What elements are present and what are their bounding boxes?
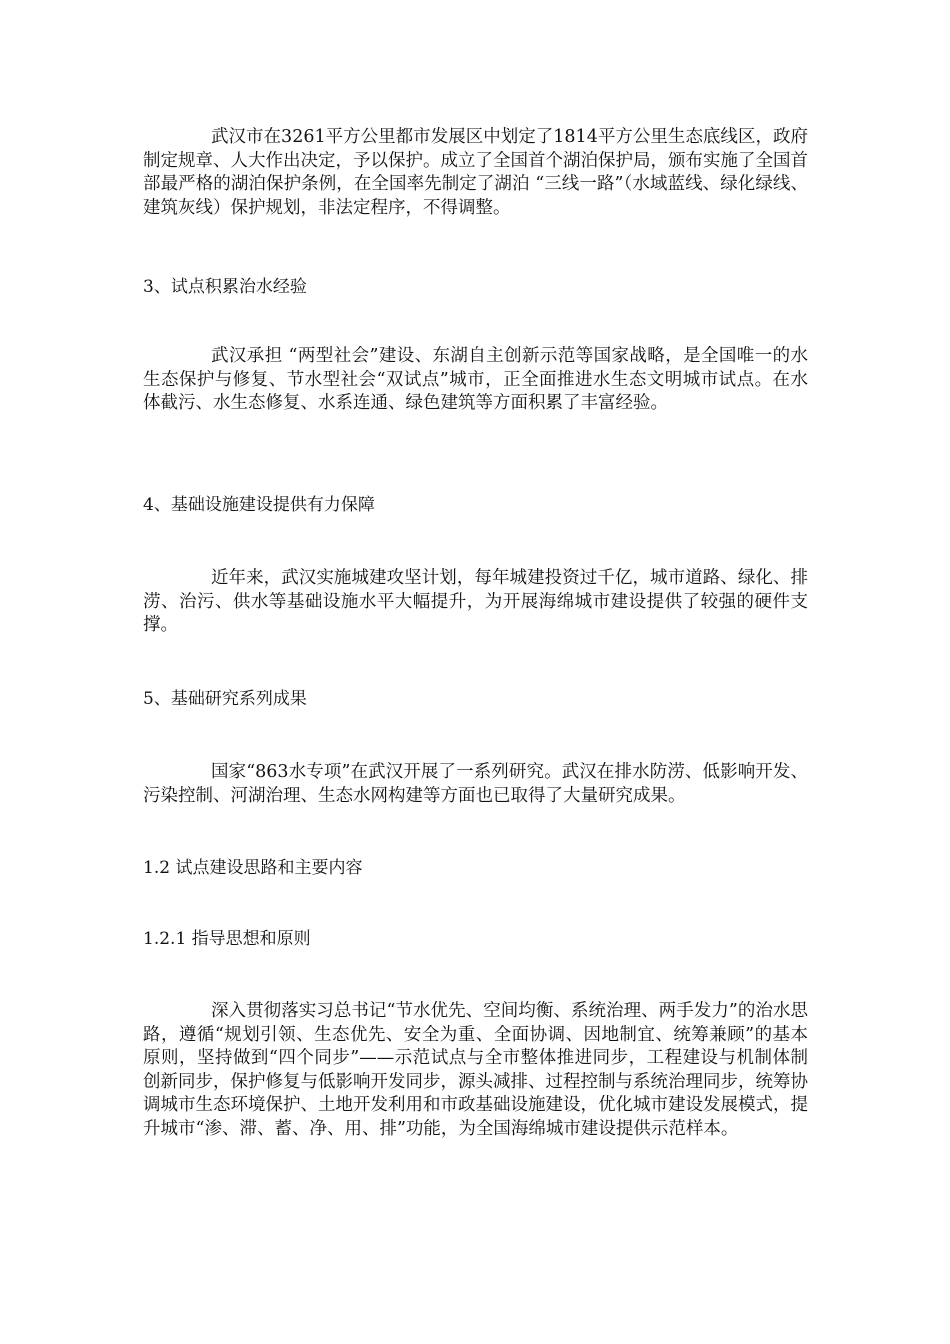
heading-section-1-2: 1.2 试点建设思路和主要内容: [143, 858, 363, 878]
paragraph-infrastructure: 近年来，武汉实施城建攻坚计划，每年城建投资过千亿，城市道路、绿化、排涝、治污、供水等基础设施水平大幅提升，为开展海绵城市建设提供了较强的硬件支撑。: [143, 568, 808, 635]
paragraph-pilot-experience: 武汉承担 “两型社会”建设、东湖自主创新示范等国家战略，是全国唯一的水生态保护与修复、节水型社会“双试点”城市，正全面推进水生态文明城市试点。在水体截污、水生态修复、水系连通、绿色建筑等方面积累了丰富经验。: [143, 346, 808, 413]
paragraph-research-results: 国家“863水专项”在武汉开展了一系列研究。武汉在排水防涝、低影响开发、污染控制、河湖治理、生态水网构建等方面也已取得了大量研究成果。: [143, 762, 808, 806]
heading-pilot-experience: 3、试点积累治水经验: [143, 277, 307, 297]
paragraph-ecological-baseline: 武汉市在3261平方公里都市发展区中划定了1814平方公里生态底线区，政府制定规章、人大作出决定，予以保护。成立了全国首个湖泊保护局，颁布实施了全国首部最严格的湖泊保护条例，在全国率先制定了湖泊 “三线一路”（水域蓝线、绿化绿线、建筑灰线）保护规划，非法定程序，不得调整。: [143, 127, 808, 218]
heading-section-1-2-1: 1.2.1 指导思想和原则: [143, 929, 311, 949]
heading-infrastructure: 4、基础设施建设提供有力保障: [143, 495, 375, 515]
paragraph-guiding-principles: 深入贯彻落实习总书记“节水优先、空间均衡、系统治理、两手发力”的治水思路，遵循“规划引领、生态优先、安全为重、全面协调、因地制宜、统筹兼顾”的基本原则，坚持做到“四个同步”——示范试点与全市整体推进同步，工程建设与机制体制创新同步，保护修复与低影响开发同步，源头减排、过程控制与系统治理同步，统筹协调城市生态环境保护、土地开发利用和市政基础设施建设，优化城市建设发展模式，提升城市“渗、滞、蓄、净、用、排”功能，为全国海绵城市建设提供示范样本。: [143, 1001, 808, 1139]
heading-research-results: 5、基础研究系列成果: [143, 689, 307, 709]
